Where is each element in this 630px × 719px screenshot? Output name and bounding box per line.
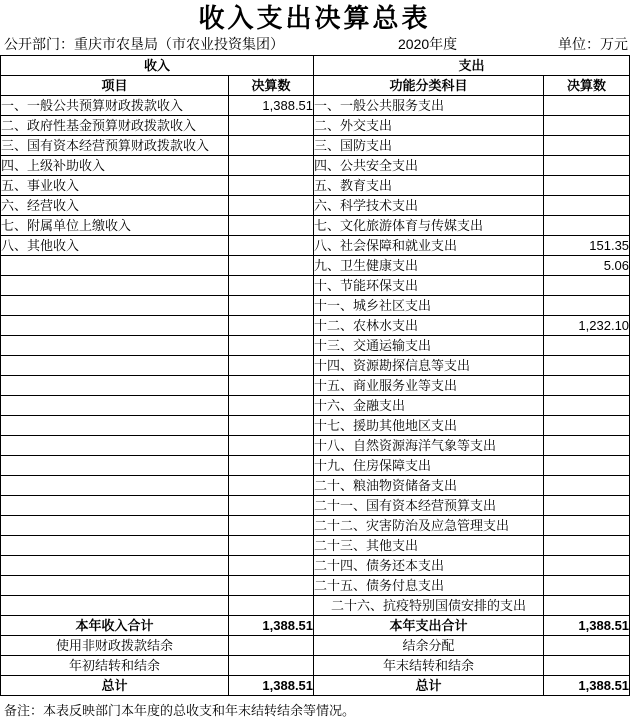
income-item-cell <box>1 596 229 616</box>
table-row <box>1 436 630 456</box>
income-item-cell: 六、经营收入 <box>1 196 229 216</box>
expense-item-cell: 十三、交通运输支出 <box>314 336 544 356</box>
income-section-header: 收入 <box>1 56 314 76</box>
expense-item-cell: 二十五、债务付息支出 <box>314 576 544 596</box>
department-label: 公开部门：重庆市农垦局（市农业投资集团） <box>4 36 284 52</box>
income-amount-cell <box>229 136 314 156</box>
expense-amount-cell <box>544 356 630 376</box>
expense-section-header: 支出 <box>314 56 630 76</box>
income-amount-cell <box>229 656 314 676</box>
income-amount-cell <box>229 276 314 296</box>
expense-item-column-header: 功能分类科目 <box>314 76 544 96</box>
income-item-cell: 八、其他收入 <box>1 236 229 256</box>
income-amount-cell <box>229 336 314 356</box>
income-amount-cell <box>229 416 314 436</box>
income-amount-cell <box>229 516 314 536</box>
expense-amount-cell <box>544 496 630 516</box>
income-item-cell: 一、一般公共预算财政拨款收入 <box>1 96 229 116</box>
income-amount-cell: 1,388.51 <box>229 616 314 636</box>
income-amount-cell <box>229 216 314 236</box>
expense-amount-cell <box>544 416 630 436</box>
table-row <box>1 596 630 616</box>
income-item-cell <box>1 576 229 596</box>
income-item-cell <box>1 456 229 476</box>
expense-item-cell: 总计 <box>314 676 544 696</box>
expense-amount-cell <box>544 456 630 476</box>
expense-item-cell: 二十二、灾害防治及应急管理支出 <box>314 516 544 536</box>
income-amount-cell: 1,388.51 <box>229 676 314 696</box>
expense-amount-cell <box>544 216 630 236</box>
income-item-cell <box>1 516 229 536</box>
expense-amount-cell <box>544 436 630 456</box>
table-row <box>1 296 630 316</box>
income-amount-cell <box>229 376 314 396</box>
expense-item-cell: 十二、农林水支出 <box>314 316 544 336</box>
income-item-cell: 四、上级补助收入 <box>1 156 229 176</box>
income-amount-cell: 1,388.51 <box>229 96 314 116</box>
summary-row <box>1 616 630 636</box>
table-row <box>1 496 630 516</box>
table-row <box>1 196 630 216</box>
expense-amount-cell <box>544 576 630 596</box>
expense-item-cell: 十六、金融支出 <box>314 396 544 416</box>
income-amount-cell <box>229 196 314 216</box>
table-row <box>1 376 630 396</box>
income-item-cell <box>1 336 229 356</box>
table-row <box>1 456 630 476</box>
expense-amount-cell <box>544 376 630 396</box>
expense-item-cell: 二十六、抗疫特别国债安排的支出 <box>314 596 544 616</box>
income-amount-column-header: 决算数 <box>229 76 314 96</box>
income-amount-cell <box>229 396 314 416</box>
expense-item-cell: 十、节能环保支出 <box>314 276 544 296</box>
income-item-cell: 三、国有资本经营预算财政拨款收入 <box>1 136 229 156</box>
table-row <box>1 356 630 376</box>
expense-item-cell: 一、一般公共服务支出 <box>314 96 544 116</box>
table-row <box>1 516 630 536</box>
income-amount-cell <box>229 596 314 616</box>
expense-item-cell: 十一、城乡社区支出 <box>314 296 544 316</box>
expense-item-cell: 七、文化旅游体育与传媒支出 <box>314 216 544 236</box>
expense-item-cell: 二、外交支出 <box>314 116 544 136</box>
income-amount-cell <box>229 116 314 136</box>
income-amount-cell <box>229 256 314 276</box>
column-header-row <box>1 76 630 96</box>
expense-amount-cell <box>544 656 630 676</box>
expense-item-cell: 二十、粮油物资储备支出 <box>314 476 544 496</box>
income-amount-cell <box>229 436 314 456</box>
page-title: 收入支出决算总表 <box>198 3 431 33</box>
table-row <box>1 236 630 256</box>
expense-amount-cell <box>544 476 630 496</box>
expense-amount-cell <box>544 196 630 216</box>
expense-item-cell: 结余分配 <box>314 636 544 656</box>
expense-item-cell: 二十四、债务还本支出 <box>314 556 544 576</box>
table-row <box>1 156 630 176</box>
income-item-cell: 本年收入合计 <box>1 616 229 636</box>
income-item-cell: 五、事业收入 <box>1 176 229 196</box>
income-item-cell <box>1 556 229 576</box>
expense-amount-cell <box>544 276 630 296</box>
expense-item-cell: 五、教育支出 <box>314 176 544 196</box>
table-row <box>1 216 630 236</box>
income-item-cell <box>1 276 229 296</box>
income-item-cell: 七、附属单位上缴收入 <box>1 216 229 236</box>
table-row <box>1 276 630 296</box>
expense-amount-cell <box>544 96 630 116</box>
income-amount-cell <box>229 356 314 376</box>
income-amount-cell <box>229 316 314 336</box>
expense-item-cell: 四、公共安全支出 <box>314 156 544 176</box>
income-item-cell <box>1 416 229 436</box>
expense-amount-cell: 1,388.51 <box>544 676 630 696</box>
expense-amount-cell <box>544 396 630 416</box>
income-amount-cell <box>229 496 314 516</box>
income-item-cell <box>1 436 229 456</box>
income-item-cell: 使用非财政拨款结余 <box>1 636 229 656</box>
income-amount-cell <box>229 296 314 316</box>
footnote: 备注：本表反映部门本年度的总收支和年末结转结余等情况。 <box>4 703 356 718</box>
income-item-column-header: 项目 <box>1 76 229 96</box>
income-item-cell: 二、政府性基金预算财政拨款收入 <box>1 116 229 136</box>
table-row <box>1 316 630 336</box>
income-item-cell <box>1 496 229 516</box>
income-amount-cell <box>229 576 314 596</box>
expense-item-cell: 本年支出合计 <box>314 616 544 636</box>
table-row <box>1 536 630 556</box>
summary-row <box>1 656 630 676</box>
expense-amount-cell <box>544 536 630 556</box>
table-row <box>1 136 630 156</box>
expense-item-cell: 六、科学技术支出 <box>314 196 544 216</box>
expense-amount-cell <box>544 116 630 136</box>
expense-amount-cell: 5.06 <box>544 256 630 276</box>
expense-item-cell: 十四、资源勘探信息等支出 <box>314 356 544 376</box>
expense-amount-cell: 1,232.10 <box>544 316 630 336</box>
table-row <box>1 416 630 436</box>
expense-amount-cell <box>544 556 630 576</box>
summary-row <box>1 676 630 696</box>
income-amount-cell <box>229 476 314 496</box>
unit-label: 单位：万元 <box>558 36 628 52</box>
income-item-cell <box>1 376 229 396</box>
income-amount-cell <box>229 156 314 176</box>
section-header-row <box>1 56 630 76</box>
income-item-cell <box>1 316 229 336</box>
income-amount-cell <box>229 536 314 556</box>
expense-amount-cell <box>544 516 630 536</box>
expense-item-cell: 十八、自然资源海洋气象等支出 <box>314 436 544 456</box>
table-row <box>1 556 630 576</box>
income-item-cell: 总计 <box>1 676 229 696</box>
income-amount-cell <box>229 556 314 576</box>
table-row <box>1 476 630 496</box>
expense-item-cell: 十九、住房保障支出 <box>314 456 544 476</box>
income-item-cell <box>1 296 229 316</box>
income-item-cell <box>1 476 229 496</box>
income-item-cell <box>1 256 229 276</box>
expense-item-cell: 二十三、其他支出 <box>314 536 544 556</box>
income-item-cell <box>1 356 229 376</box>
expense-amount-cell: 1,388.51 <box>544 616 630 636</box>
table-row <box>1 396 630 416</box>
income-amount-cell <box>229 456 314 476</box>
meta-row <box>0 34 629 55</box>
table-row <box>1 336 630 356</box>
expense-item-cell: 八、社会保障和就业支出 <box>314 236 544 256</box>
expense-amount-cell <box>544 176 630 196</box>
expense-item-cell: 十五、商业服务业等支出 <box>314 376 544 396</box>
expense-item-cell: 十七、援助其他地区支出 <box>314 416 544 436</box>
income-amount-cell <box>229 176 314 196</box>
expense-amount-cell <box>544 336 630 356</box>
expense-amount-cell <box>544 156 630 176</box>
expense-amount-cell <box>544 636 630 656</box>
expense-amount-cell <box>544 296 630 316</box>
expense-item-cell: 九、卫生健康支出 <box>314 256 544 276</box>
income-item-cell <box>1 536 229 556</box>
table-row <box>1 96 630 116</box>
expense-amount-cell: 151.35 <box>544 236 630 256</box>
income-amount-cell <box>229 636 314 656</box>
table-row <box>1 116 630 136</box>
expense-item-cell: 二十一、国有资本经营预算支出 <box>314 496 544 516</box>
table-row <box>1 576 630 596</box>
expense-amount-column-header: 决算数 <box>544 76 630 96</box>
account-summary-table <box>0 55 630 696</box>
expense-amount-cell <box>544 136 630 156</box>
expense-amount-cell <box>544 596 630 616</box>
expense-item-cell: 年末结转和结余 <box>314 656 544 676</box>
fiscal-year-label: 2020年度 <box>398 36 458 52</box>
table-row <box>1 176 630 196</box>
income-amount-cell <box>229 236 314 256</box>
income-item-cell <box>1 396 229 416</box>
table-row <box>1 256 630 276</box>
income-item-cell: 年初结转和结余 <box>1 656 229 676</box>
expense-item-cell: 三、国防支出 <box>314 136 544 156</box>
summary-row <box>1 636 630 656</box>
